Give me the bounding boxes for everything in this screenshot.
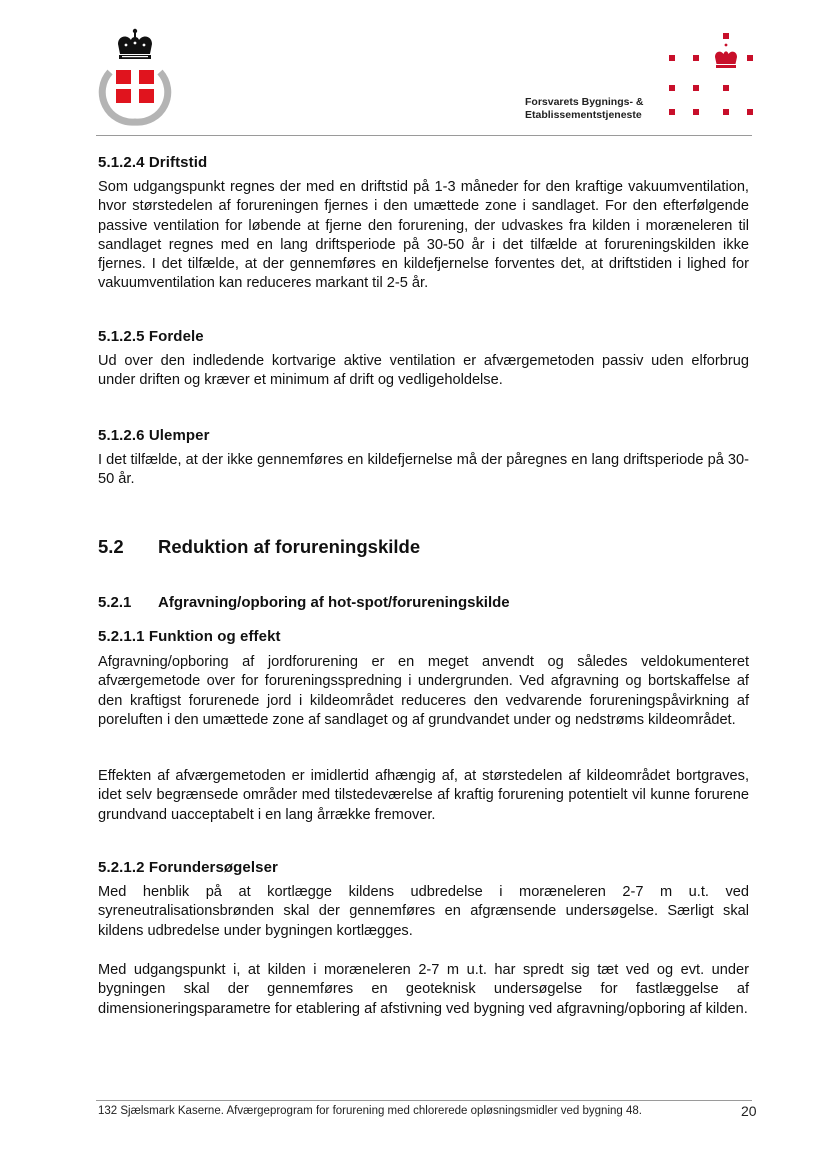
footer-rule [96,1100,752,1101]
heading-5-1-2-6: 5.1.2.6 Ulemper [98,427,210,444]
heading-5-2-1-1: 5.2.1.1 Funktion og effekt [98,628,281,645]
paragraph-driftstid: Som udgangspunkt regnes der med en driftstid på 1-3 måneder for den kraftige vakuumventilation, hvor størstedelen af forureningen fjernes i den umættede zone i sandlaget. For den efterfølgende passive ventilation for løbende at fjerne den forurening, der udvaskes fra kilden i moræneleren til sandlaget regnes med en lang driftsperiode på 30-50 år i det tilfælde at forureningskilden ikke fjernes. I det tilfælde, at der gennemføres en kildefjernelse forventes det, at driftstiden i lighed for vakuumventilation kan reduceres markant til 2-5 år. [98,179,749,292]
organization-name [525,96,643,122]
fbe-logo [665,33,757,123]
org-line-1: Forsvarets Bygnings- & [525,96,644,108]
paragraph-fordele: Ud over den indledende kortvarige aktive ventilation er afværgemetoden passiv uden elforbrug under driften og kræver et minimum af drift og vedligeholdelse. [98,353,749,389]
heading-5-1-2-4: 5.1.2.4 Driftstid [98,154,208,171]
paragraph-funktion-2: Effekten af afværgemetoden er imidlertid afhængig af, at størstedelen af kildeområdet bortgraves, idet selv begrænsede områder med tilstedeværelse af kraftig forurening potentielt vil kunne forurene grundvand uacceptabelt i en lang årrække fremover. [98,768,749,823]
dotted-crown-icon [665,33,757,123]
section-number-5-2: 5.2 [98,536,124,557]
section-number-5-2-1: 5.2.1 [98,594,132,611]
section-title-5-2: Reduktion af forureningskilde [158,536,421,557]
paragraph-funktion-1: Afgravning/opboring af jordforurening er en meget anvendt og således veldokumenteret afværgemetode over for forureningsspredning i undergrunden. Ved afgravning og bortskaffelse af den kraftigst forurenede jord i kildeområdet reduceres den vedvarende forureningspåvirkning af poreluften i den umættede zone af sandlaget og af grundvandet under og nedstrøms kildeområdet. [98,654,749,728]
header-rule [96,135,752,136]
heading-5-2-1-2: 5.2.1.2 Forundersøgelser [98,859,278,876]
section-title-5-2-1: Afgravning/opboring af hot-spot/forureningskilde [158,594,510,611]
paragraph-forundersoegelser-1: Med henblik på at kortlægge kildens udbredelse i moræneleren 2-7 m u.t. ved syreneutralisationsbrønden skal der gennemføres en afgrænsende undersøgelse. Særligt skal kildens udbredelse under bygningen kortlægges. [98,884,749,939]
paragraph-ulemper: I det tilfælde, at der ikke gennemføres en kildefjernelse må der påregnes en lang driftsperiode på 30-50 år. [98,452,749,488]
page-number: 20 [741,1103,757,1119]
paragraph-forundersoegelser-2: Med udgangspunkt i, at kilden i moræneleren 2-7 m u.t. har spredt sig tæt ved og evt. under bygningen skal der gennemføres en geoteknisk undersøgelse for fastlæggelse af dimensioneringsparametre for etablering af afstivning ved bygning ved afgravning/opboring af kilden. [98,962,749,1017]
ministry-logo [96,28,174,126]
crown-shield-icon [96,28,174,126]
heading-5-1-2-5: 5.1.2.5 Fordele [98,328,204,345]
footer-text: 132 Sjælsmark Kaserne. Afværgeprogram for forurening med chlorerede opløsningsmidler ved bygning 48. [98,1105,642,1117]
org-line-2: Etablissementstjeneste [525,109,642,121]
